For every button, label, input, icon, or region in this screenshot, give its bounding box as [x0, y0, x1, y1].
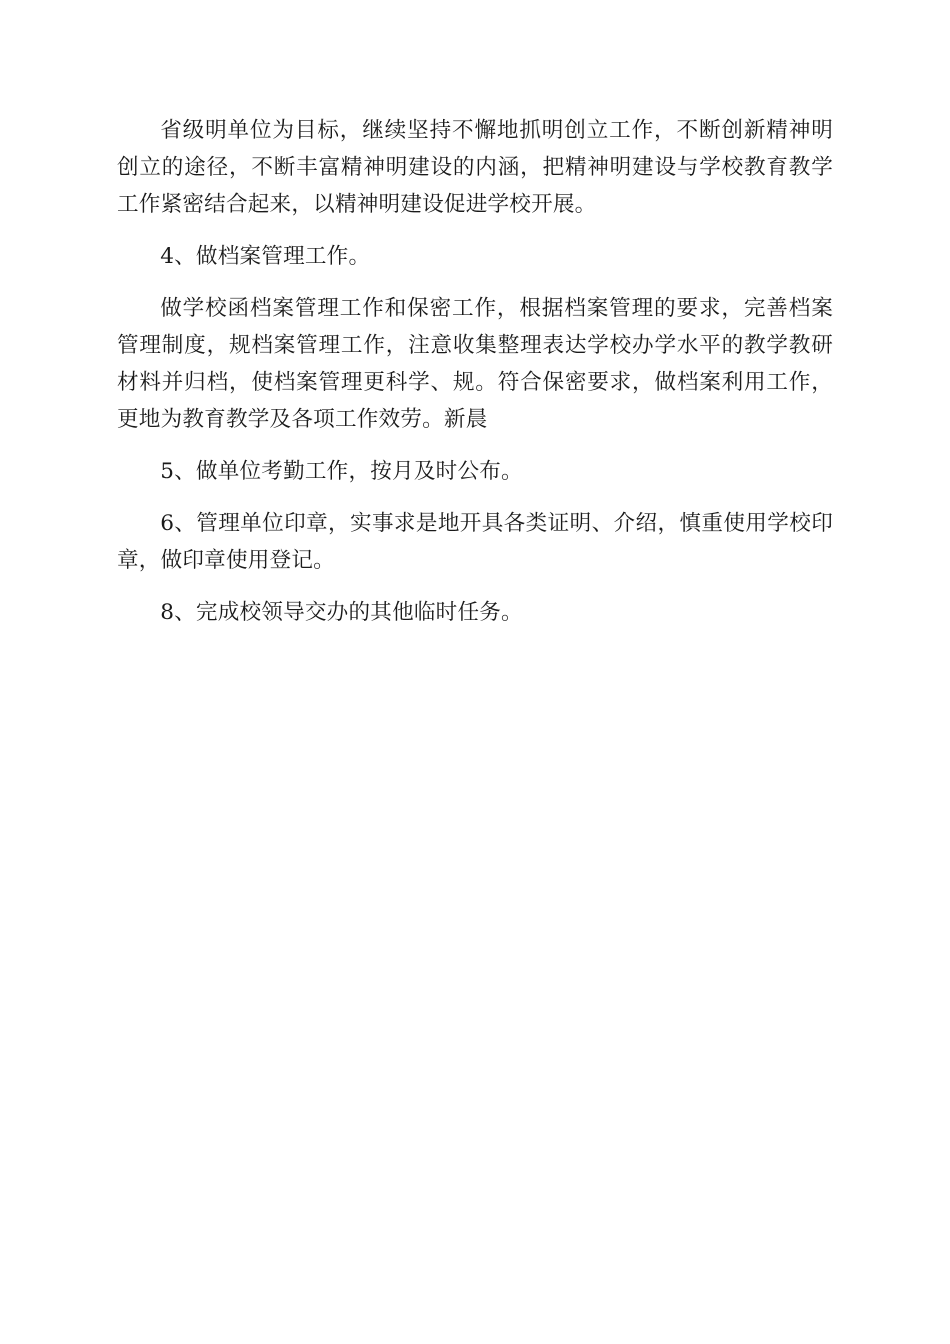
- paragraph-item-8: 8、完成校领导交办的其他临时任务。: [160, 600, 523, 625]
- paragraph-civilization: 省级明单位为目标，继续坚持不懈地抓明创立工作，不断创新精神明创立的途径，不断丰富精神明建设的内涵，把精神明建设与学校教育教学工作紧密结合起来，以精神明建设促进学校开展。: [117, 118, 833, 217]
- document-body: [117, 112, 833, 646]
- paragraph-item-6: 6、管理单位印章，实事求是地开具各类证明、介绍，慎重使用学校印章，做印章使用登记。: [117, 511, 833, 573]
- paragraph-item-4-heading: 4、做档案管理工作。: [160, 244, 371, 269]
- paragraph-item-5: 5、做单位考勤工作，按月及时公布。: [160, 459, 523, 484]
- paragraph-archive-management: 做学校函档案管理工作和保密工作，根据档案管理的要求，完善档案管理制度，规档案管理工作，注意收集整理表达学校办学水平的教学教研材料并归档，使档案管理更科学、规。符合保密要求，做档案利用工作，更地为教育教学及各项工作效劳。新晨: [117, 296, 833, 432]
